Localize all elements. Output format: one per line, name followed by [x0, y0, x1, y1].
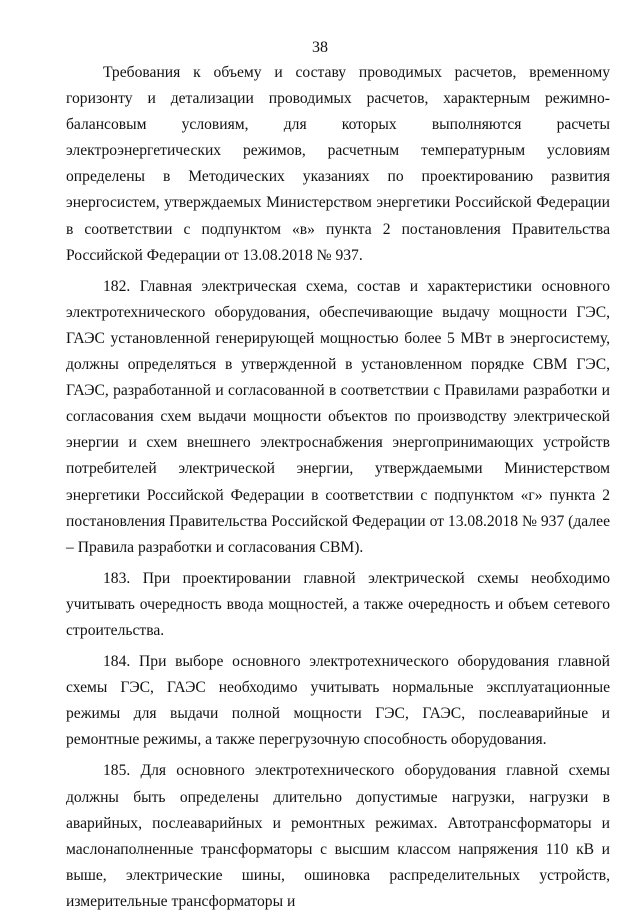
paragraph-requirements: Требования к объему и составу проводимых расчетов, временному горизонту и детализации проводимых расчетов, характерным режимно-балансовым условиям, для которых выполняются расчеты электроэнергетических режимов, расчетным температурным условиям определены в Методических указаниях по проектированию развития энергосистем, утверждаемых Министерством энергетики Российской Федерации в соответствии с подпунктом «в» пункта 2 постановления Правительства Российской Федерации от 13.08.2018 № 937.: [66, 64, 610, 264]
paragraph-182: 182. Главная электрическая схема, состав и характеристики основного электротехнического оборудования, обеспечивающие выдачу мощности ГЭС, ГАЭС установленной генерирующей мощностью более 5 МВт в энергосистему, должны определяться в утвержденной в установленном порядке СВМ ГЭС, ГАЭС, разработанной и согласованной в соответствии с Правилами разработки и согласования схем выдачи мощности объектов по производству электрической энергии и схем внешнего электроснабжения энергопринимающих устройств потребителей электрической энергии, утверждаемыми Министерством энергетики Российской Федерации в соответствии с подпунктом «г» пункта 2 постановления Правительства Российской Федерации от 13.08.2018 № 937 (далее – Правила разработки и согласования СВМ).: [66, 277, 610, 556]
paragraph-183: 183. При проектировании главной электрической схемы необходимо учитывать очередность ввода мощностей, а также очередность и объем сетевого строительства.: [66, 569, 610, 639]
page-number: 38: [312, 39, 328, 56]
paragraph-185: 185. Для основного электротехнического оборудования главной схемы должны быть определены длительно допустимые нагрузки, нагрузки в аварийных, послеаварийных и ремонтных режимах. Автотрансформаторы и маслонаполненные трансформаторы с высшим классом напряжения 110 кВ и выше, электрические шины, ошиновка распределительных устройств, измерительные трансформаторы и: [66, 762, 610, 910]
paragraph-184: 184. При выборе основного электротехнического оборудования главной схемы ГЭС, ГАЭС необходимо учитывать нормальные эксплуатационные режимы для выдачи полной мощности ГЭС, ГАЭС, послеаварийные и ремонтные режимы, а также перегрузочную способность оборудования.: [66, 653, 610, 749]
page-body: [66, 60, 610, 915]
